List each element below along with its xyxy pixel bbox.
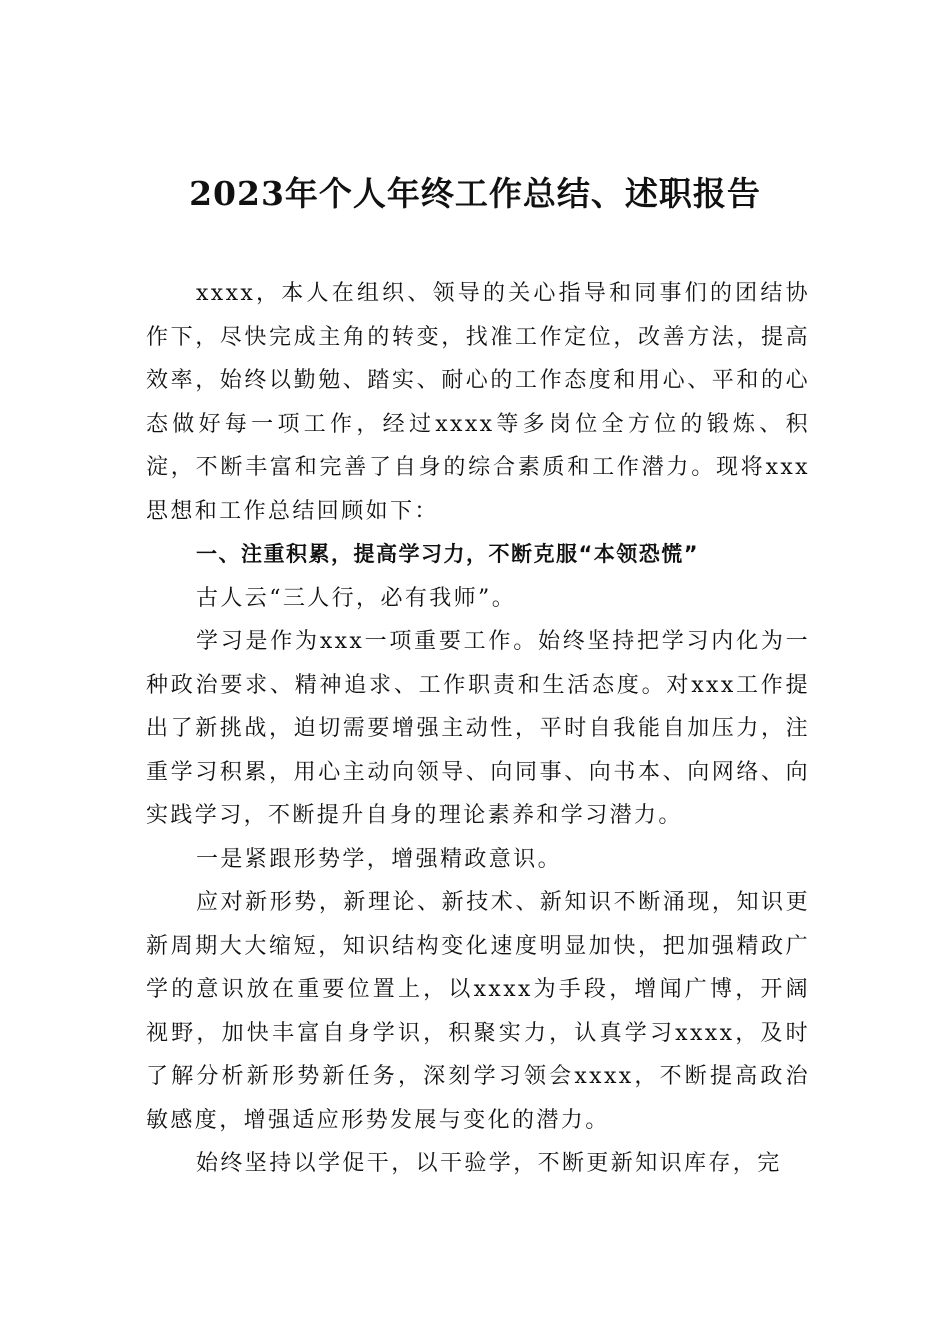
continuation-paragraph: 始终坚持以学促干，以干验学，不断更新知识库存，完 — [196, 1151, 782, 1176]
quote-paragraph: 古人云“三人行，必有我师”。 — [196, 585, 517, 611]
situation-paragraph: 应对新形势，新理论、新技术、新知识不断涌现，知识更新周期大大缩短，知识结构变化速度明显加快，把加强精政广学的意识放在重要位置上，以xxxx为手段，增闻广博，开阔视野，加快丰富自身学识，积聚实力，认真学习xxxx，及时了解分析新形势新任务，深刻学习领会xxxx，不断提高政治敏感度，增强适应形势发展与变化的潜力。 — [146, 890, 810, 1133]
intro-paragraph: xxxx，本人在组织、领导的关心指导和同事们的团结协作下，尽快完成主角的转变，找准工作定位，改善方法，提高效率，始终以勤勉、踏实、耐心的工作态度和用心、平和的心态做好每一项工作，经过xxxx等多岗位全方位的锻炼、积淀，不断丰富和完善了自身的综合素质和工作潜力。现将xxx思想和工作总结回顾如下： — [146, 281, 810, 524]
study-paragraph: 学习是作为xxx一项重要工作。始终坚持把学习内化为一种政治要求、精神追求、工作职责和生活态度。对xxx工作提出了新挑战，迫切需要增强主动性，平时自我能自加压力，注重学习积累，用心主动向领导、向同事、向书本、向网络、向实践学习，不断提升自身的理论素养和学习潜力。 — [146, 629, 810, 828]
document-title: 2023年个人年终工作总结、述职报告 — [189, 174, 761, 213]
document-body — [146, 272, 810, 1186]
subheading-1: 一是紧跟形势学，增强精政意识。 — [196, 846, 563, 872]
section-heading-1: 一、注重积累，提高学习力，不断克服“本领恐慌” — [196, 542, 700, 566]
